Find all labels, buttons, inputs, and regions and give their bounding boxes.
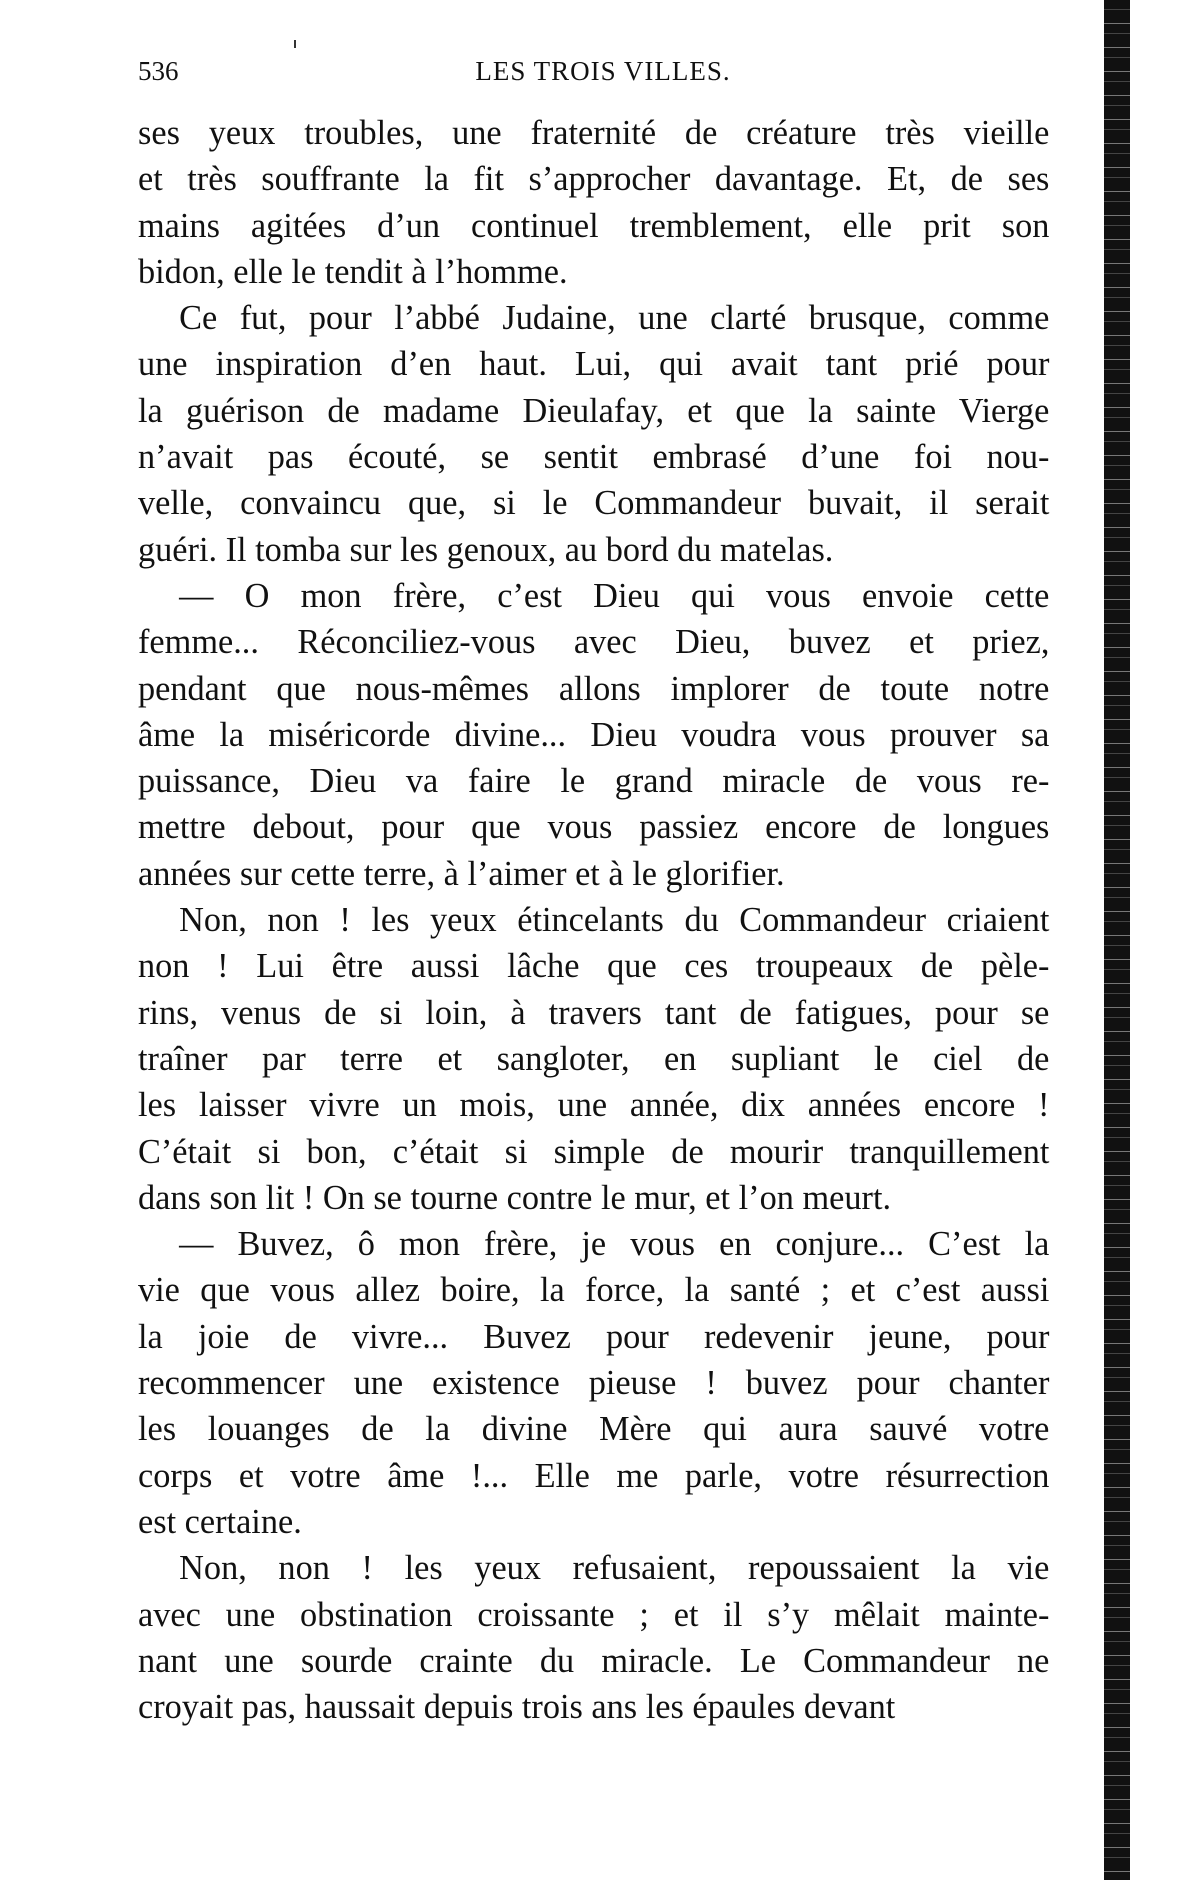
text-line: est certaine. xyxy=(138,1501,302,1541)
text-line: pendant que nous-mêmes allons implorer de toute notre xyxy=(138,668,1050,708)
text-line: années sur cette terre, à l’aimer et à le glorifier. xyxy=(138,853,785,893)
text-line: n’avait pas écouté, se sentit embrasé d’une foi nou- xyxy=(138,437,1050,477)
text-line: bidon, elle le tendit à l’homme. xyxy=(138,251,568,291)
scan-speck xyxy=(294,40,296,48)
text-line: rins, venus de si loin, à travers tant de fatigues, pour se xyxy=(138,992,1050,1032)
text-line: avec une obstination croissante ; et il s’y mêlait mainte- xyxy=(138,1594,1050,1634)
text-line: corps et votre âme !... Elle me parle, votre résurrection xyxy=(138,1455,1050,1495)
text-line: les laisser vivre un mois, une année, dix années encore ! xyxy=(138,1085,1050,1125)
text-line: Ce fut, pour l’abbé Judaine, une clarté brusque, comme xyxy=(179,298,1050,338)
page-body-text xyxy=(138,110,1068,1730)
text-line: traîner par terre et sangloter, en supliant le ciel de xyxy=(138,1038,1050,1078)
text-line: dans son lit ! On se tourne contre le mur, et l’on meurt. xyxy=(138,1177,892,1217)
text-line: vie que vous allez boire, la force, la santé ; et c’est aussi xyxy=(138,1270,1050,1310)
scan-binding-edge xyxy=(1104,0,1130,1880)
text-line: nant une sourde crainte du miracle. Le Commandeur ne xyxy=(138,1640,1050,1680)
text-line: Non, non ! les yeux étincelants du Commandeur criaient xyxy=(179,900,1050,940)
text-line: les louanges de la divine Mère qui aura sauvé votre xyxy=(138,1409,1050,1449)
text-line: guéri. Il tomba sur les genoux, au bord du matelas. xyxy=(138,529,834,569)
text-line: mains agitées d’un continuel tremblement, elle prit son xyxy=(138,205,1050,245)
text-line: une inspiration d’en haut. Lui, qui avait tant prié pour xyxy=(138,344,1050,384)
text-line: la guérison de madame Dieulafay, et que la sainte Vierge xyxy=(138,390,1050,430)
text-line: C’était si bon, c’était si simple de mourir tranquillement xyxy=(138,1131,1050,1171)
text-line: femme... Réconciliez-vous avec Dieu, buvez et priez, xyxy=(138,622,1050,662)
page-number: 536 xyxy=(138,56,179,86)
text-line: puissance, Dieu va faire le grand miracle de vous re- xyxy=(138,761,1050,801)
text-line: la joie de vivre... Buvez pour redevenir jeune, pour xyxy=(138,1316,1050,1356)
text-line: non ! Lui être aussi lâche que ces troupeaux de pèle- xyxy=(138,946,1050,986)
text-line: âme la miséricorde divine... Dieu voudra vous prouver sa xyxy=(138,714,1050,754)
text-line: ses yeux troubles, une fraternité de créature très vieille xyxy=(138,113,1050,152)
text-line: — Buvez, ô mon frère, je vous en conjure... C’est la xyxy=(179,1224,1050,1264)
running-title: LES TROIS VILLES. xyxy=(475,56,731,86)
text-line: Non, non ! les yeux refusaient, repoussaient la vie xyxy=(179,1548,1050,1588)
text-line: velle, convaincu que, si le Commandeur buvait, il serait xyxy=(138,483,1050,523)
text-line: croyait pas, haussait depuis trois ans les épaules devant xyxy=(138,1687,896,1727)
text-line: et très souffrante la fit s’approcher davantage. Et, de ses xyxy=(138,159,1050,199)
text-line: mettre debout, pour que vous passiez encore de longues xyxy=(138,807,1050,847)
text-line: recommencer une existence pieuse ! buvez pour chanter xyxy=(138,1363,1050,1403)
text-line: — O mon frère, c’est Dieu qui vous envoie cette xyxy=(179,575,1050,615)
running-header xyxy=(138,56,1068,96)
